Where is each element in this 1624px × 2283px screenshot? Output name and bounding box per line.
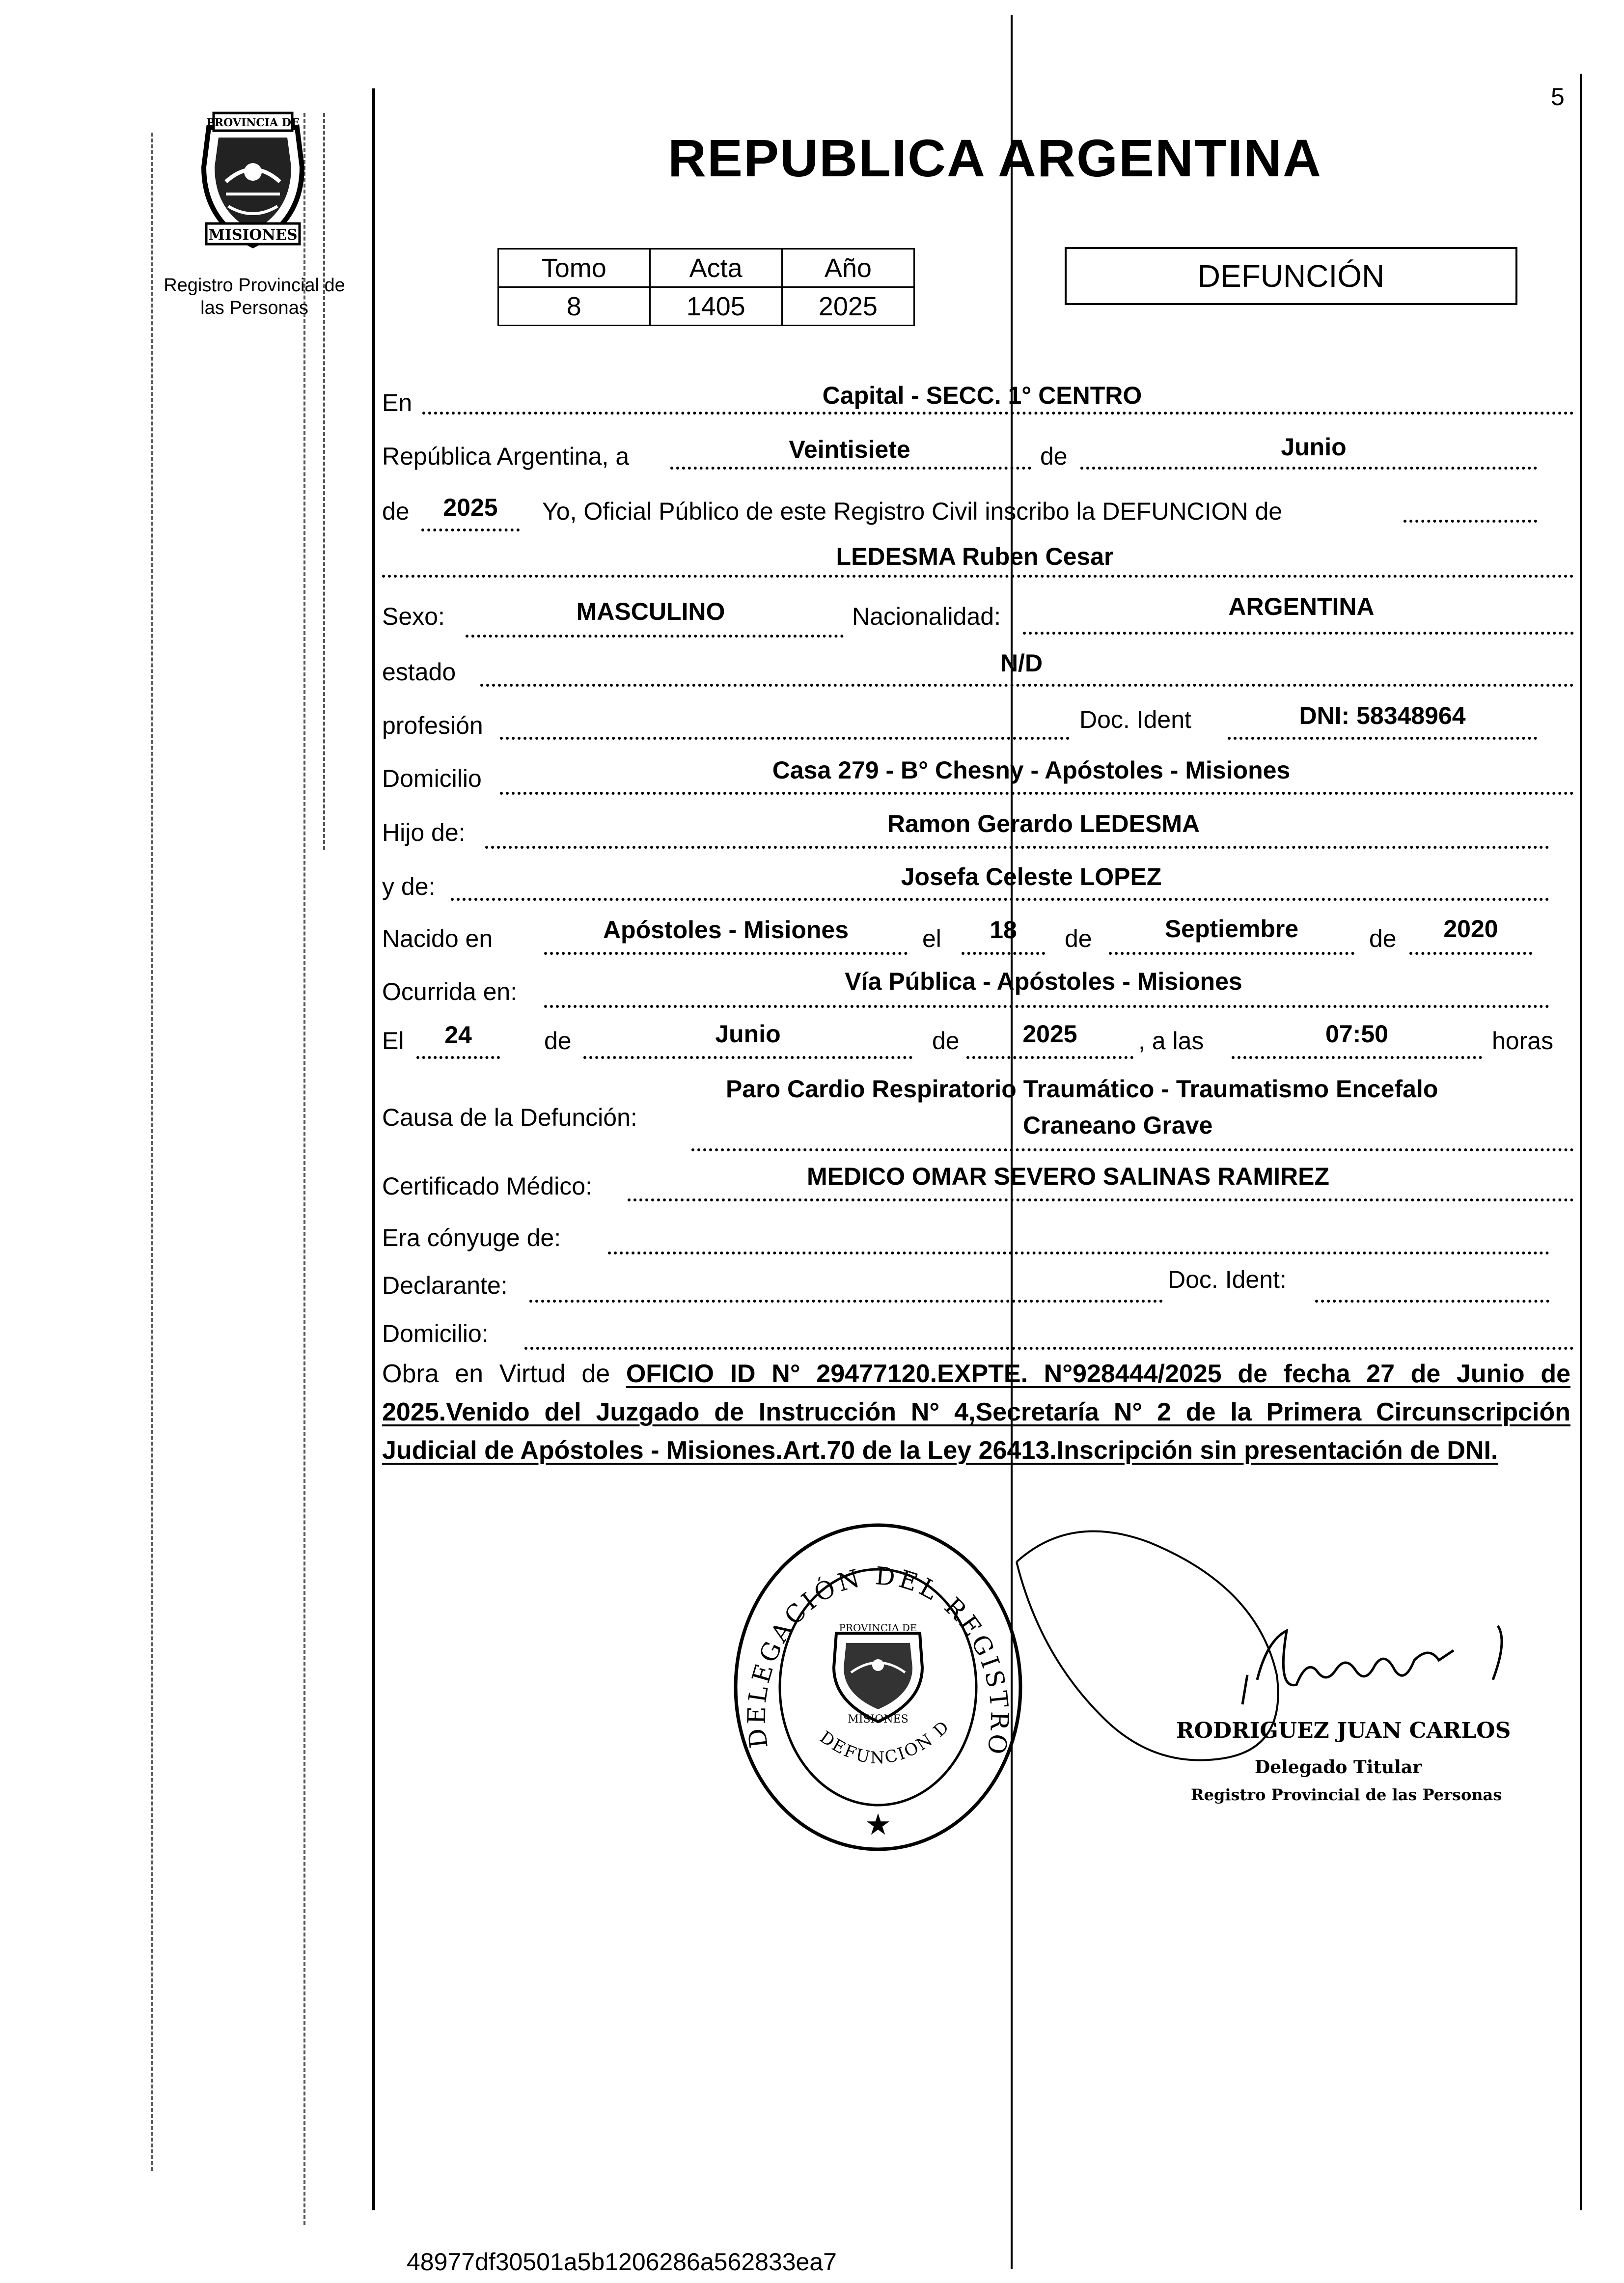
declarante-line	[529, 1300, 1163, 1303]
birth-month: Septiembre	[1164, 915, 1299, 943]
place-of-death: Vía Pública - Apóstoles - Misiones	[845, 968, 1242, 995]
year-value: 2025	[443, 494, 498, 521]
mother-line	[451, 898, 1549, 901]
tomo-value: 8	[498, 287, 650, 326]
sexo-label: Sexo:	[382, 603, 445, 630]
causa-line-1: Paro Cardio Respiratorio Traumático - Traumatismo Encefalo	[726, 1075, 1438, 1103]
causa-line-2: Craneano Grave	[1023, 1112, 1213, 1139]
left-dash-line-1	[151, 133, 153, 2171]
doc-ident-value: DNI: 58348964	[1299, 702, 1466, 729]
nacido-label: Nacido en	[382, 925, 493, 952]
birth-month-line	[1109, 952, 1354, 955]
causa-line	[691, 1148, 1574, 1151]
footer-hash: 48977df30501a5b1206286a562833ea7	[407, 2248, 837, 2276]
sexo-line	[466, 635, 844, 638]
father-value: Ramon Gerardo LEDESMA	[887, 810, 1200, 837]
day-line	[670, 467, 1031, 470]
causa-label: Causa de la Defunción:	[382, 1104, 637, 1131]
ocurrida-label: Ocurrida en:	[382, 978, 518, 1005]
observations-paragraph	[382, 1355, 1570, 1470]
fold-line	[1011, 15, 1013, 2269]
certificado-value: MEDICO OMAR SEVERO SALINAS RAMIREZ	[807, 1163, 1329, 1190]
doc-ident-2-line	[1315, 1300, 1549, 1303]
en-value: Capital - SECC. 1° CENTRO	[822, 382, 1142, 409]
year-prefix-label: de	[382, 498, 410, 525]
death-day-line	[416, 1056, 500, 1059]
estado-line	[480, 684, 1574, 687]
deceased-name: LEDESMA Ruben Cesar	[836, 543, 1114, 570]
oficial-line	[1404, 520, 1537, 523]
en-label: En	[382, 389, 413, 417]
day-text: Veintisiete	[789, 436, 910, 463]
certificado-line	[628, 1198, 1574, 1201]
conyuge-line	[608, 1252, 1549, 1254]
birth-de-label-1: de	[1065, 925, 1092, 952]
estado-value: N/D	[1000, 649, 1043, 677]
birth-year-line	[1409, 952, 1532, 955]
death-month-line	[583, 1056, 912, 1059]
domicilio-value: Casa 279 - B° Chesny - Apóstoles - Misiones	[772, 756, 1291, 784]
left-dash-line-2	[303, 113, 305, 2225]
hijo-label: Hijo de:	[382, 819, 466, 846]
observations-intro: Obra en Virtud de	[382, 1360, 610, 1388]
certificado-label: Certificado Médico:	[382, 1172, 592, 1200]
alas-label: , a las	[1138, 1027, 1204, 1055]
death-de-label-2: de	[932, 1027, 960, 1055]
declarante-label: Declarante:	[382, 1272, 508, 1299]
en-line	[422, 412, 1574, 415]
name-line	[382, 575, 1574, 578]
registry-table-header-row	[498, 249, 914, 287]
birth-day: 18	[990, 916, 1017, 944]
domicilio-label: Domicilio	[382, 765, 482, 792]
doc-ident-label: Doc. Ident	[1079, 706, 1191, 733]
oficial-text: Yo, Oficial Público de este Registro Civil inscribo la DEFUNCION de	[542, 498, 1283, 525]
seal-inner-text: DEFUNCION D	[816, 1716, 954, 1768]
anio-value: 2025	[782, 287, 914, 326]
agency-line-2: las Personas	[200, 298, 308, 318]
nacionalidad-line	[1023, 632, 1574, 635]
nacionalidad-label: Nacionalidad:	[852, 603, 1001, 630]
estado-label: estado	[382, 658, 456, 686]
horas-label: horas	[1492, 1027, 1554, 1055]
birthplace-value: Apóstoles - Misiones	[603, 916, 849, 944]
death-month: Junio	[715, 1020, 781, 1048]
birth-year: 2020	[1443, 915, 1498, 943]
signer-office: Registro Provincial de las Personas	[1191, 1785, 1502, 1804]
tomo-header: Tomo	[498, 249, 650, 287]
seal-star-icon: ★	[865, 1808, 891, 1842]
father-line	[485, 846, 1549, 849]
death-de-label-1: de	[544, 1027, 572, 1055]
logo-text-top: PROVINCIA DE	[206, 116, 300, 129]
year-line	[421, 529, 520, 531]
right-margin-line	[1580, 74, 1582, 2210]
de-label-1: de	[1040, 443, 1068, 470]
month-line	[1080, 467, 1537, 470]
death-year-line	[966, 1056, 1133, 1059]
logo-text-bottom: MISIONES	[208, 226, 298, 244]
act-type-box: DEFUNCIÓN	[1065, 247, 1517, 305]
republica-label: República Argentina, a	[382, 443, 630, 470]
doc-ident-line	[1228, 737, 1537, 740]
sexo-value: MASCULINO	[576, 598, 725, 625]
death-day: 24	[444, 1021, 472, 1049]
anio-header: Año	[782, 249, 914, 287]
domicilio-2-line	[524, 1347, 1574, 1350]
registry-table-value-row	[498, 287, 914, 326]
signer-name: RODRIGUEZ JUAN CARLOS	[1176, 1718, 1511, 1743]
birth-day-line	[962, 952, 1045, 955]
acta-value: 1405	[650, 287, 782, 326]
registry-table	[497, 248, 915, 326]
mother-value: Josefa Celeste LOPEZ	[901, 863, 1162, 891]
agency-line-1: Registro Provincial de	[164, 275, 345, 296]
seal-ring-text: DELEGACIÓN DEL REGISTRO	[742, 1561, 1014, 1759]
el-label: el	[922, 925, 941, 952]
acta-header: Acta	[650, 249, 782, 287]
doc-ident-2-label: Doc. Ident:	[1168, 1266, 1287, 1293]
place-of-death-line	[544, 1005, 1549, 1008]
observations-text: OFICIO ID N° 29477120.EXPTE. N°928444/2025 de fecha 27 de Junio de 2025.Venido del Juzgado de Instrucción N° 4,Secretaría N° 2 de la Primera Circunscripción Judicial de Apóstoles - Misiones.Art.70 de la Ley 26413.Inscripción sin presentación de DNI.	[382, 1360, 1571, 1465]
page-number: 5	[1551, 83, 1565, 111]
month-text: Junio	[1281, 433, 1347, 461]
domicilio-line	[500, 792, 1574, 795]
birthplace-line	[544, 952, 908, 955]
birth-de-label-2: de	[1369, 925, 1397, 952]
domicilio-2-label: Domicilio:	[382, 1320, 489, 1347]
death-time: 07:50	[1325, 1020, 1388, 1048]
profesion-label: profesión	[382, 712, 483, 739]
seal-center-top: PROVINCIA DE	[839, 1622, 917, 1634]
province-logo	[179, 108, 327, 255]
yde-label: y de:	[382, 873, 436, 900]
official-seal	[731, 1520, 1025, 1854]
el2-label: El	[382, 1027, 404, 1055]
conyuge-label: Era cónyuge de:	[382, 1224, 561, 1252]
signer-title: Delegado Titular	[1255, 1757, 1422, 1778]
left-margin-line	[372, 88, 375, 2210]
profesion-line	[500, 737, 1070, 740]
nacionalidad-value: ARGENTINA	[1228, 593, 1375, 620]
country-title: REPUBLICA ARGENTINA	[668, 128, 1322, 188]
death-year: 2025	[1022, 1020, 1077, 1048]
death-time-line	[1232, 1056, 1482, 1059]
signature-graphic	[1012, 1513, 1576, 1788]
seal-center-bottom: MISIONES	[848, 1713, 908, 1726]
